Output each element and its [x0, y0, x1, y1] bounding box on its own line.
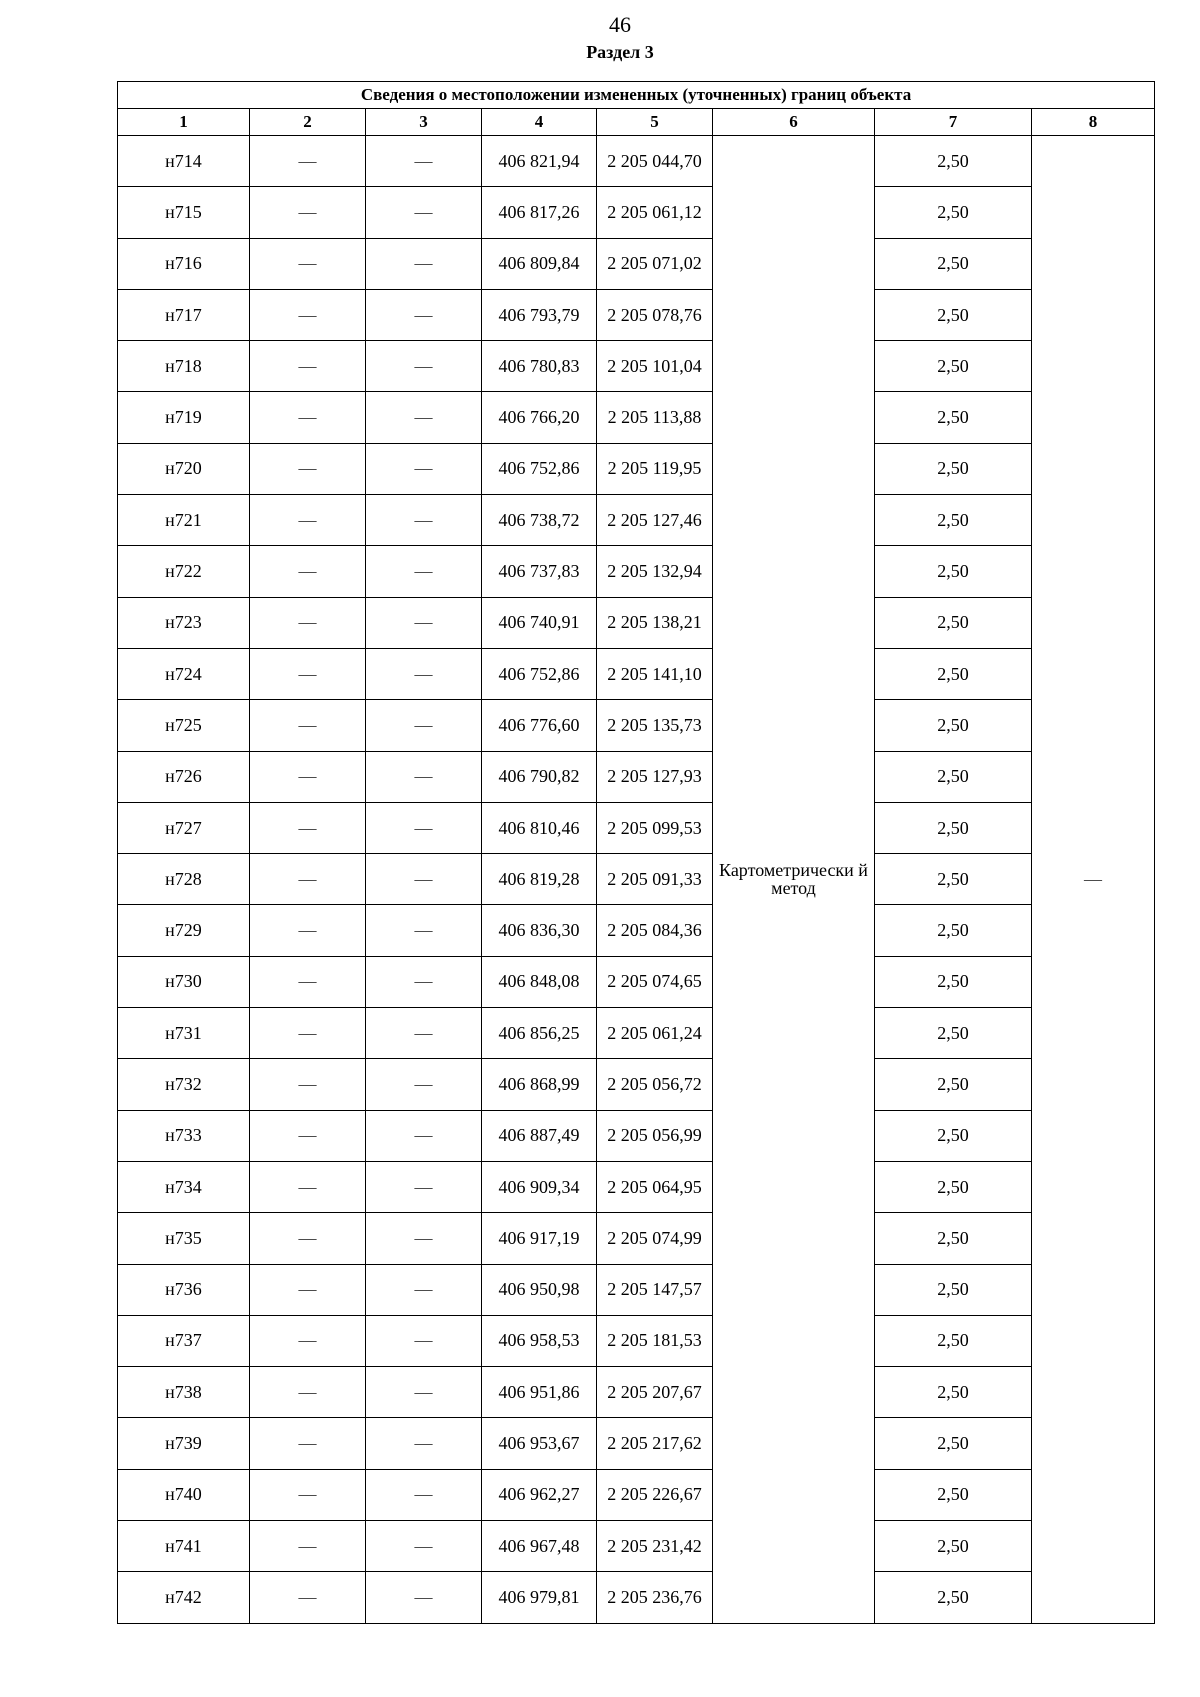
column-3-cell: —: [366, 1008, 482, 1059]
x-coordinate-cell: 406 752,86: [482, 443, 597, 494]
column-3-cell: —: [366, 289, 482, 340]
table-body: [118, 136, 1155, 1624]
column-number-6: 6: [713, 109, 875, 136]
point-name-cell: н723: [118, 597, 250, 648]
x-coordinate-cell: 406 917,19: [482, 1213, 597, 1264]
column-3-cell: —: [366, 854, 482, 905]
y-coordinate-cell: 2 205 236,76: [597, 1572, 713, 1623]
accuracy-cell: 2,50: [875, 1059, 1032, 1110]
column-3-cell: —: [366, 1110, 482, 1161]
x-coordinate-cell: 406 752,86: [482, 648, 597, 699]
column-3-cell: —: [366, 956, 482, 1007]
point-name-cell: н734: [118, 1161, 250, 1212]
column-2-cell: —: [250, 289, 366, 340]
x-coordinate-cell: 406 776,60: [482, 700, 597, 751]
table-row: [118, 289, 1155, 340]
column-3-cell: —: [366, 1315, 482, 1366]
point-name-cell: н724: [118, 648, 250, 699]
y-coordinate-cell: 2 205 226,67: [597, 1469, 713, 1520]
accuracy-cell: 2,50: [875, 1315, 1032, 1366]
column-2-cell: —: [250, 1110, 366, 1161]
y-coordinate-cell: 2 205 231,42: [597, 1521, 713, 1572]
column-3-cell: —: [366, 802, 482, 853]
table-row: [118, 1572, 1155, 1623]
y-coordinate-cell: 2 205 207,67: [597, 1367, 713, 1418]
x-coordinate-cell: 406 780,83: [482, 341, 597, 392]
point-name-cell: н717: [118, 289, 250, 340]
point-name-cell: н733: [118, 1110, 250, 1161]
accuracy-cell: 2,50: [875, 1008, 1032, 1059]
column-2-cell: —: [250, 341, 366, 392]
column-3-cell: —: [366, 1161, 482, 1212]
accuracy-cell: 2,50: [875, 854, 1032, 905]
column-2-cell: —: [250, 1213, 366, 1264]
column-2-cell: —: [250, 1059, 366, 1110]
table-row: [118, 238, 1155, 289]
table-row: [118, 187, 1155, 238]
y-coordinate-cell: 2 205 084,36: [597, 905, 713, 956]
column-2-cell: —: [250, 1469, 366, 1520]
column-2-cell: —: [250, 648, 366, 699]
y-coordinate-cell: 2 205 135,73: [597, 700, 713, 751]
column-3-cell: —: [366, 1469, 482, 1520]
point-name-cell: н714: [118, 136, 250, 187]
table-row: [118, 495, 1155, 546]
accuracy-cell: 2,50: [875, 1418, 1032, 1469]
column-8-cell: —: [1032, 136, 1155, 1624]
y-coordinate-cell: 2 205 074,99: [597, 1213, 713, 1264]
x-coordinate-cell: 406 951,86: [482, 1367, 597, 1418]
point-name-cell: н719: [118, 392, 250, 443]
point-name-cell: н720: [118, 443, 250, 494]
table-row: [118, 443, 1155, 494]
column-2-cell: —: [250, 1572, 366, 1623]
column-3-cell: —: [366, 187, 482, 238]
x-coordinate-cell: 406 809,84: [482, 238, 597, 289]
x-coordinate-cell: 406 962,27: [482, 1469, 597, 1520]
x-coordinate-cell: 406 868,99: [482, 1059, 597, 1110]
column-3-cell: —: [366, 1418, 482, 1469]
y-coordinate-cell: 2 205 132,94: [597, 546, 713, 597]
y-coordinate-cell: 2 205 181,53: [597, 1315, 713, 1366]
table-row: [118, 1008, 1155, 1059]
point-name-cell: н739: [118, 1418, 250, 1469]
x-coordinate-cell: 406 793,79: [482, 289, 597, 340]
point-name-cell: н716: [118, 238, 250, 289]
column-2-cell: —: [250, 751, 366, 802]
point-name-cell: н738: [118, 1367, 250, 1418]
table-row: [118, 854, 1155, 905]
point-name-cell: н726: [118, 751, 250, 802]
x-coordinate-cell: 406 979,81: [482, 1572, 597, 1623]
x-coordinate-cell: 406 856,25: [482, 1008, 597, 1059]
column-2-cell: —: [250, 392, 366, 443]
y-coordinate-cell: 2 205 061,24: [597, 1008, 713, 1059]
x-coordinate-cell: 406 817,26: [482, 187, 597, 238]
column-2-cell: —: [250, 1008, 366, 1059]
accuracy-cell: 2,50: [875, 1264, 1032, 1315]
y-coordinate-cell: 2 205 101,04: [597, 341, 713, 392]
accuracy-cell: 2,50: [875, 238, 1032, 289]
table-row: [118, 136, 1155, 187]
y-coordinate-cell: 2 205 064,95: [597, 1161, 713, 1212]
table-row: [118, 1367, 1155, 1418]
point-name-cell: н742: [118, 1572, 250, 1623]
table-row: [118, 1521, 1155, 1572]
column-3-cell: —: [366, 1264, 482, 1315]
column-2-cell: —: [250, 854, 366, 905]
accuracy-cell: 2,50: [875, 1110, 1032, 1161]
x-coordinate-cell: 406 821,94: [482, 136, 597, 187]
column-2-cell: —: [250, 187, 366, 238]
accuracy-cell: 2,50: [875, 392, 1032, 443]
table-row: [118, 392, 1155, 443]
accuracy-cell: 2,50: [875, 341, 1032, 392]
x-coordinate-cell: 406 738,72: [482, 495, 597, 546]
point-name-cell: н727: [118, 802, 250, 853]
point-name-cell: н715: [118, 187, 250, 238]
accuracy-cell: 2,50: [875, 495, 1032, 546]
x-coordinate-cell: 406 790,82: [482, 751, 597, 802]
y-coordinate-cell: 2 205 141,10: [597, 648, 713, 699]
column-3-cell: —: [366, 1367, 482, 1418]
x-coordinate-cell: 406 887,49: [482, 1110, 597, 1161]
point-name-cell: н722: [118, 546, 250, 597]
x-coordinate-cell: 406 848,08: [482, 956, 597, 1007]
column-2-cell: —: [250, 905, 366, 956]
y-coordinate-cell: 2 205 119,95: [597, 443, 713, 494]
point-name-cell: н737: [118, 1315, 250, 1366]
point-name-cell: н728: [118, 854, 250, 905]
point-name-cell: н729: [118, 905, 250, 956]
boundary-coordinates-table: [117, 81, 1155, 1624]
accuracy-cell: 2,50: [875, 1213, 1032, 1264]
x-coordinate-cell: 406 836,30: [482, 905, 597, 956]
point-name-cell: н735: [118, 1213, 250, 1264]
column-2-cell: —: [250, 802, 366, 853]
table-row: [118, 751, 1155, 802]
y-coordinate-cell: 2 205 099,53: [597, 802, 713, 853]
accuracy-cell: 2,50: [875, 1469, 1032, 1520]
accuracy-cell: 2,50: [875, 289, 1032, 340]
column-3-cell: —: [366, 546, 482, 597]
y-coordinate-cell: 2 205 071,02: [597, 238, 713, 289]
table-row: [118, 1264, 1155, 1315]
y-coordinate-cell: 2 205 217,62: [597, 1418, 713, 1469]
accuracy-cell: 2,50: [875, 700, 1032, 751]
accuracy-cell: 2,50: [875, 1521, 1032, 1572]
column-3-cell: —: [366, 1213, 482, 1264]
x-coordinate-cell: 406 810,46: [482, 802, 597, 853]
y-coordinate-cell: 2 205 127,93: [597, 751, 713, 802]
column-3-cell: —: [366, 1521, 482, 1572]
table-row: [118, 802, 1155, 853]
point-name-cell: н730: [118, 956, 250, 1007]
point-name-cell: н741: [118, 1521, 250, 1572]
accuracy-cell: 2,50: [875, 648, 1032, 699]
table-row: [118, 1418, 1155, 1469]
y-coordinate-cell: 2 205 127,46: [597, 495, 713, 546]
x-coordinate-cell: 406 737,83: [482, 546, 597, 597]
point-name-cell: н721: [118, 495, 250, 546]
section-title: Раздел 3: [586, 42, 654, 62]
table-row: [118, 1469, 1155, 1520]
table-row: [118, 1161, 1155, 1212]
column-2-cell: —: [250, 136, 366, 187]
column-2-cell: —: [250, 1367, 366, 1418]
x-coordinate-cell: 406 950,98: [482, 1264, 597, 1315]
x-coordinate-cell: 406 909,34: [482, 1161, 597, 1212]
x-coordinate-cell: 406 953,67: [482, 1418, 597, 1469]
accuracy-cell: 2,50: [875, 802, 1032, 853]
y-coordinate-cell: 2 205 147,57: [597, 1264, 713, 1315]
point-name-cell: н736: [118, 1264, 250, 1315]
column-3-cell: —: [366, 700, 482, 751]
x-coordinate-cell: 406 958,53: [482, 1315, 597, 1366]
table-row: [118, 956, 1155, 1007]
column-3-cell: —: [366, 1059, 482, 1110]
accuracy-cell: 2,50: [875, 187, 1032, 238]
column-2-cell: —: [250, 700, 366, 751]
column-3-cell: —: [366, 443, 482, 494]
y-coordinate-cell: 2 205 138,21: [597, 597, 713, 648]
point-name-cell: н740: [118, 1469, 250, 1520]
table-row: [118, 597, 1155, 648]
y-coordinate-cell: 2 205 113,88: [597, 392, 713, 443]
column-number-2: 2: [250, 109, 366, 136]
column-number-row: [118, 109, 1155, 136]
column-2-cell: —: [250, 956, 366, 1007]
point-name-cell: н731: [118, 1008, 250, 1059]
accuracy-cell: 2,50: [875, 1161, 1032, 1212]
column-2-cell: —: [250, 597, 366, 648]
accuracy-cell: 2,50: [875, 905, 1032, 956]
column-number-3: 3: [366, 109, 482, 136]
y-coordinate-cell: 2 205 074,65: [597, 956, 713, 1007]
accuracy-cell: 2,50: [875, 1572, 1032, 1623]
table-row: [118, 1315, 1155, 1366]
column-3-cell: —: [366, 751, 482, 802]
x-coordinate-cell: 406 967,48: [482, 1521, 597, 1572]
column-2-cell: —: [250, 1521, 366, 1572]
column-2-cell: —: [250, 1418, 366, 1469]
column-number-7: 7: [875, 109, 1032, 136]
y-coordinate-cell: 2 205 044,70: [597, 136, 713, 187]
column-3-cell: —: [366, 597, 482, 648]
point-name-cell: н725: [118, 700, 250, 751]
x-coordinate-cell: 406 819,28: [482, 854, 597, 905]
y-coordinate-cell: 2 205 061,12: [597, 187, 713, 238]
column-2-cell: —: [250, 238, 366, 289]
column-3-cell: —: [366, 341, 482, 392]
y-coordinate-cell: 2 205 091,33: [597, 854, 713, 905]
accuracy-cell: 2,50: [875, 956, 1032, 1007]
table-row: [118, 1110, 1155, 1161]
point-name-cell: н732: [118, 1059, 250, 1110]
column-3-cell: —: [366, 905, 482, 956]
y-coordinate-cell: 2 205 056,72: [597, 1059, 713, 1110]
accuracy-cell: 2,50: [875, 136, 1032, 187]
column-2-cell: —: [250, 495, 366, 546]
table-row: [118, 1059, 1155, 1110]
column-2-cell: —: [250, 1264, 366, 1315]
accuracy-cell: 2,50: [875, 597, 1032, 648]
table-row: [118, 546, 1155, 597]
column-number-5: 5: [597, 109, 713, 136]
column-3-cell: —: [366, 392, 482, 443]
y-coordinate-cell: 2 205 078,76: [597, 289, 713, 340]
column-number-8: 8: [1032, 109, 1155, 136]
accuracy-cell: 2,50: [875, 751, 1032, 802]
accuracy-cell: 2,50: [875, 1367, 1032, 1418]
accuracy-cell: 2,50: [875, 443, 1032, 494]
column-2-cell: —: [250, 443, 366, 494]
column-3-cell: —: [366, 495, 482, 546]
table-row: [118, 648, 1155, 699]
x-coordinate-cell: 406 740,91: [482, 597, 597, 648]
x-coordinate-cell: 406 766,20: [482, 392, 597, 443]
column-number-4: 4: [482, 109, 597, 136]
table-row: [118, 1213, 1155, 1264]
y-coordinate-cell: 2 205 056,99: [597, 1110, 713, 1161]
table-row: [118, 700, 1155, 751]
column-number-1: 1: [118, 109, 250, 136]
method-cell: Картометрически й метод: [713, 136, 875, 1624]
column-2-cell: —: [250, 546, 366, 597]
accuracy-cell: 2,50: [875, 546, 1032, 597]
page-number: 46: [609, 12, 631, 37]
point-name-cell: н718: [118, 341, 250, 392]
column-3-cell: —: [366, 648, 482, 699]
table-row: [118, 905, 1155, 956]
column-2-cell: —: [250, 1161, 366, 1212]
column-3-cell: —: [366, 136, 482, 187]
table-row: [118, 341, 1155, 392]
column-2-cell: —: [250, 1315, 366, 1366]
column-3-cell: —: [366, 238, 482, 289]
column-3-cell: —: [366, 1572, 482, 1623]
table-caption: Сведения о местоположении измененных (уточненных) границ объекта: [118, 82, 1155, 109]
